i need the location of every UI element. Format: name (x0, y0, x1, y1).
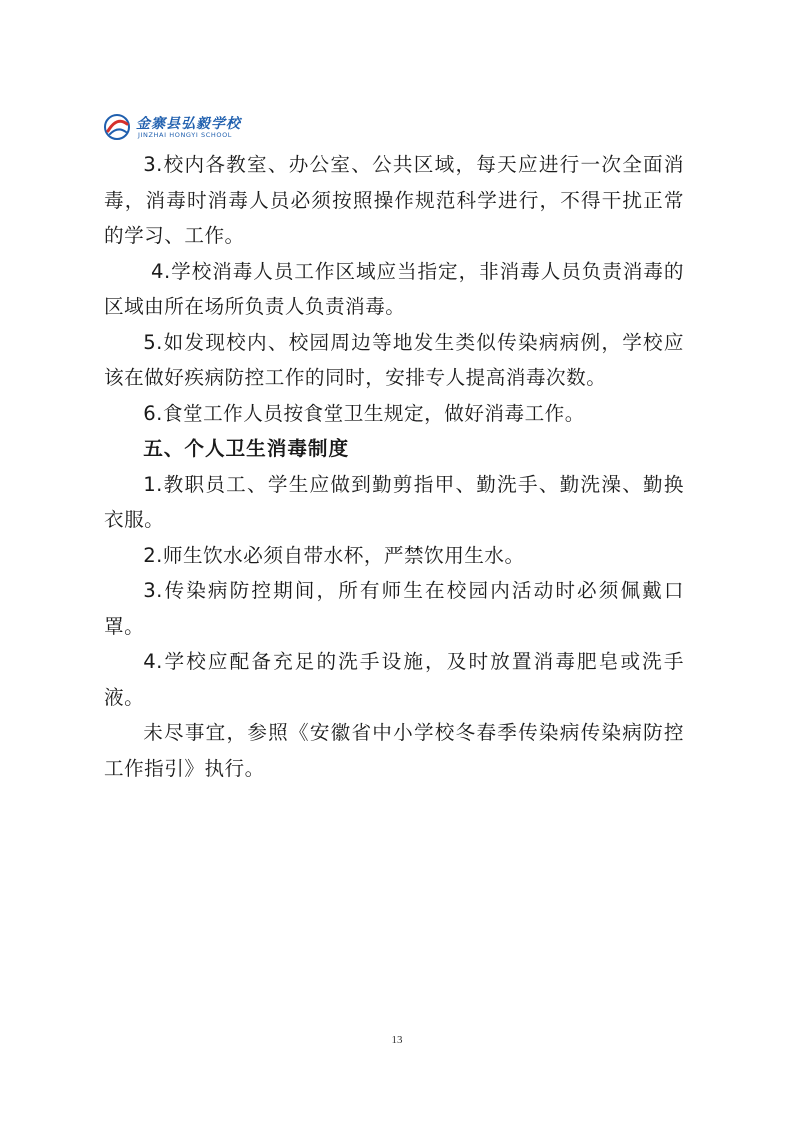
section-heading: 五、个人卫生消毒制度 (143, 437, 350, 460)
paragraph-item-5: 5.如发现校内、校园周边等地发生类似传染病病例，学校应该在做好疾病防控工作的同时，安排专人提高消毒次数。 (104, 330, 684, 389)
school-name-english: JINZHAI HONGYI SCHOOL (138, 131, 233, 139)
paragraph-item-4: 4.学校消毒人员工作区域应当指定，非消毒人员负责消毒的区域由所在场所负责人负责消毒。 (104, 259, 684, 318)
paragraph-item-6: 6.食堂工作人员按食堂卫生规定，做好消毒工作。 (143, 401, 585, 425)
school-logo (102, 112, 262, 142)
closing-paragraph: 未尽事宜，参照《安徽省中小学校冬春季传染病传染病防控工作指引》执行。 (104, 721, 684, 780)
section-item-4: 4.学校应配备充足的洗手设施，及时放置消毒肥皂或洗手液。 (104, 650, 684, 709)
paragraph-item-3: 3.校内各教室、办公室、公共区域，每天应进行一次全面消毒，消毒时消毒人员必须按照操作规范科学进行，不得干扰正常的学习、工作。 (104, 153, 684, 247)
document-body (104, 147, 684, 786)
school-name: 金寨县弘毅学校 (136, 116, 241, 132)
section-item-3: 3.传染病防控期间，所有师生在校园内活动时必须佩戴口罩。 (104, 579, 684, 638)
page-number: 13 (391, 1034, 403, 1046)
school-emblem-icon (102, 112, 132, 142)
section-item-2: 2.师生饮水必须自带水杯，严禁饮用生水。 (143, 543, 525, 567)
section-item-1: 1.教职员工、学生应做到勤剪指甲、勤洗手、勤洗澡、勤换衣服。 (104, 472, 684, 531)
